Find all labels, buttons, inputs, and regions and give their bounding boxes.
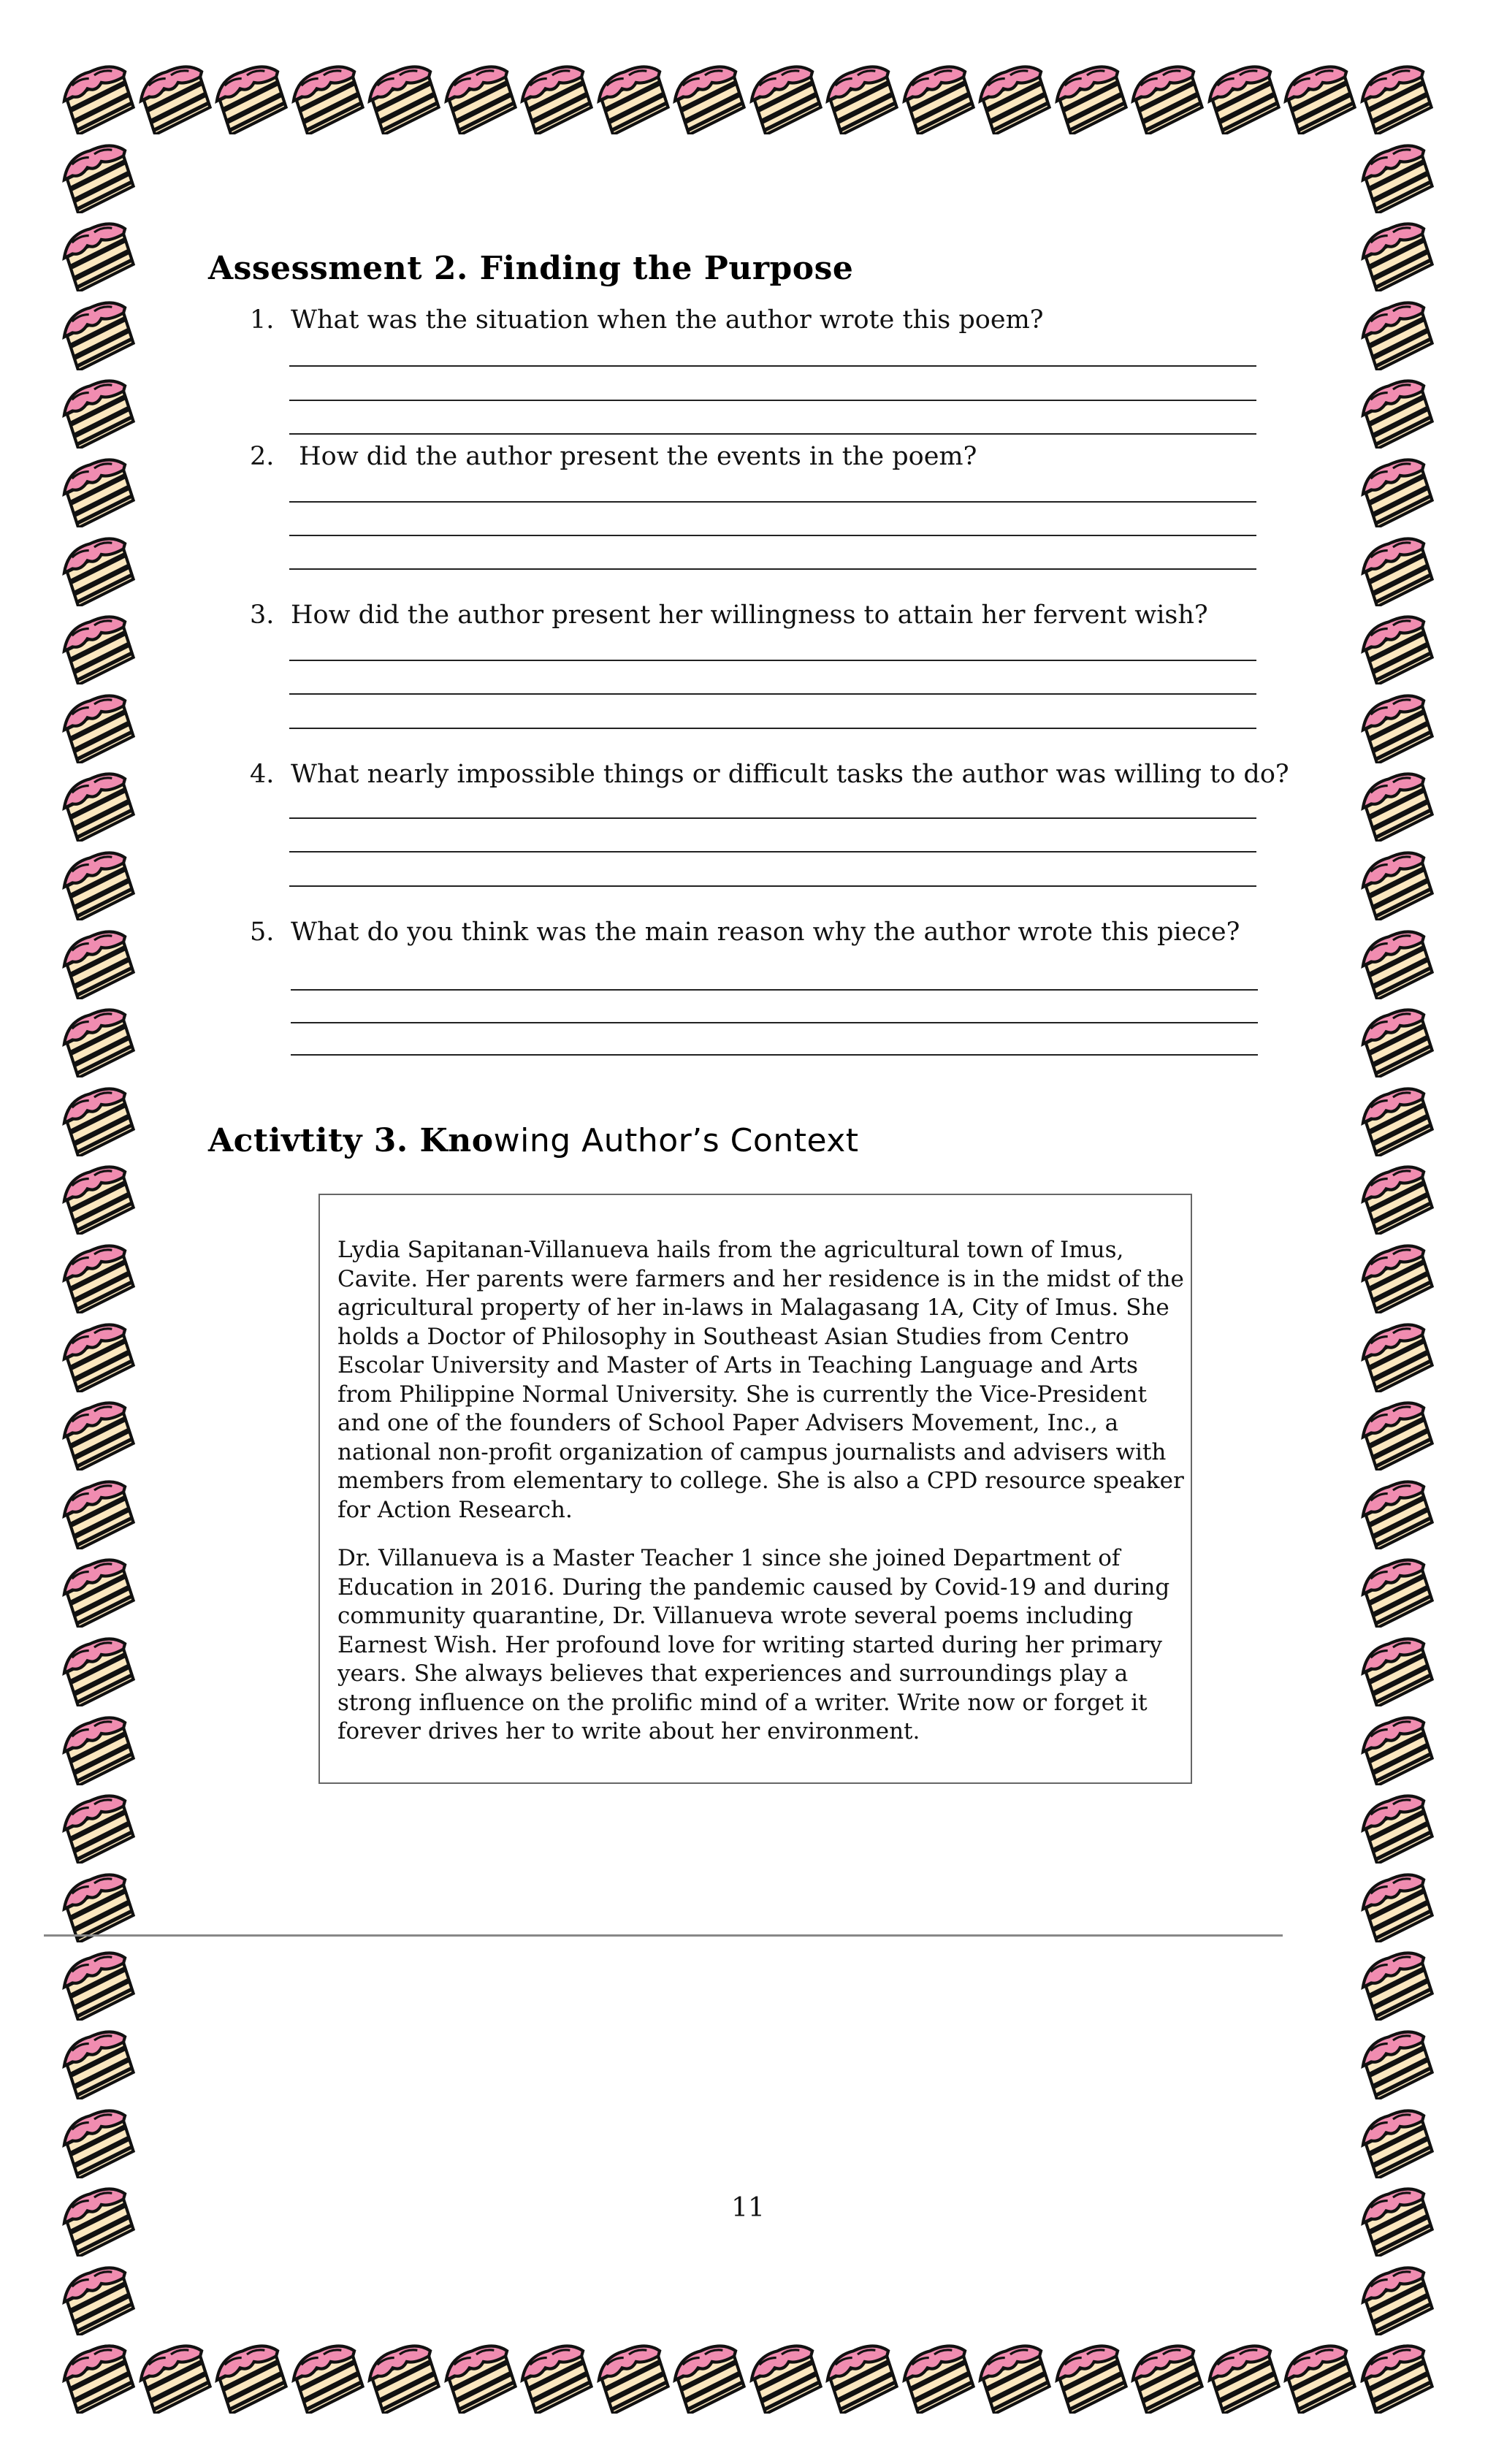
answer-line[interactable] xyxy=(289,693,1256,695)
answer-line[interactable] xyxy=(289,885,1256,887)
cake-slice-icon xyxy=(58,1237,137,1313)
cake-slice-icon xyxy=(58,451,137,527)
cake-slice-icon xyxy=(58,1473,137,1549)
cake-slice-icon xyxy=(58,1002,137,1077)
cake-slice-icon xyxy=(58,1866,137,1942)
cake-slice-icon xyxy=(1357,923,1436,999)
question-5 xyxy=(250,918,1240,947)
cake-slice-icon xyxy=(58,766,137,842)
cake-slice-icon xyxy=(1357,2338,1436,2414)
cake-slice-icon xyxy=(58,687,137,763)
cake-slice-icon xyxy=(1357,687,1436,763)
cake-slice-icon xyxy=(58,215,137,291)
question-3 xyxy=(250,600,1208,630)
cake-slice-icon xyxy=(58,2102,137,2178)
cake-slice-icon xyxy=(58,1080,137,1156)
cake-slice-icon xyxy=(1357,1945,1436,2021)
footer-divider xyxy=(44,1934,1283,1937)
answer-line[interactable] xyxy=(289,400,1256,401)
cake-slice-icon xyxy=(898,58,977,134)
cake-slice-icon xyxy=(1357,1316,1436,1392)
question-text: What do you think was the main reason why the author wrote this piece? xyxy=(291,918,1240,947)
cake-slice-icon xyxy=(1357,451,1436,527)
cake-slice-icon xyxy=(58,609,137,684)
cake-slice-icon xyxy=(58,1395,137,1471)
activity-heading xyxy=(208,1122,859,1159)
cake-slice-icon xyxy=(746,58,825,134)
question-4 xyxy=(250,760,1289,789)
question-text: What nearly impossible things or difficult tasks the author was willing to do? xyxy=(291,760,1289,789)
cake-slice-icon xyxy=(974,58,1053,134)
cake-slice-icon xyxy=(58,1552,137,1628)
cake-slice-icon xyxy=(364,2338,443,2414)
cake-slice-icon xyxy=(1357,1552,1436,1628)
cake-slice-icon xyxy=(1357,1159,1436,1235)
cake-slice-icon xyxy=(1204,58,1283,134)
author-bio-box xyxy=(318,1194,1192,1784)
cake-slice-icon xyxy=(1357,373,1436,449)
answer-line[interactable] xyxy=(289,365,1256,367)
activity-heading-bold: Activtity 3. Kno xyxy=(208,1122,494,1159)
cake-slice-icon xyxy=(898,2338,977,2414)
answer-line[interactable] xyxy=(289,568,1256,570)
cake-slice-icon xyxy=(746,2338,825,2414)
bio-paragraph-1: Lydia Sapitanan-Villanueva hails from the agricultural town of Imus, Cavite. Her parents were farmers and her residence is in the midst of the agricultural property of her in-laws in Malagasang 1A, City of Imus. She holds a Doctor of Philosophy in Southeast Asian Studies from Centro Escolar University and Master of Arts in Teaching Language and Arts from Philippine Normal University. She is currently the Vice-President and one of the founders of School Paper Advisers Movement, Inc., a national non-profit organization of campus journalists and advisers with members from elementary to college. She is also a CPD resource speaker for Action Research. xyxy=(337,1237,1184,1523)
cake-slice-icon xyxy=(1357,766,1436,842)
cake-slice-icon xyxy=(440,2338,519,2414)
bio-paragraph-2: Dr. Villanueva is a Master Teacher 1 since she joined Department of Education in 2016. During the pandemic caused by Covid-19 and during community quarantine, Dr. Villanueva wrote several poems including Earnest Wish. Her profound love for writing started during her primary years. She always believes that experiences and surroundings play a strong influence on the prolific mind of a writer. Write now or forget it forever drives her to write about her environment. xyxy=(337,1545,1170,1744)
cake-slice-icon xyxy=(58,1316,137,1392)
answer-line[interactable] xyxy=(291,1054,1258,1056)
question-1 xyxy=(250,305,1044,335)
cake-slice-icon xyxy=(1357,215,1436,291)
answer-line[interactable] xyxy=(291,1022,1258,1023)
answer-line[interactable] xyxy=(289,501,1256,503)
cake-slice-icon xyxy=(58,923,137,999)
cake-slice-icon xyxy=(58,294,137,370)
cake-slice-icon xyxy=(1356,58,1435,134)
cake-slice-icon xyxy=(669,2338,748,2414)
answer-line[interactable] xyxy=(289,535,1256,536)
cake-slice-icon xyxy=(593,2338,672,2414)
cake-slice-icon xyxy=(440,58,519,134)
question-number: 1. xyxy=(250,305,275,335)
question-number: 4. xyxy=(250,760,275,789)
question-number: 5. xyxy=(250,918,275,947)
cake-slice-icon xyxy=(1357,1788,1436,1864)
cake-slice-icon xyxy=(1127,58,1206,134)
cake-slice-icon xyxy=(58,2338,137,2414)
page-number: 11 xyxy=(731,2193,765,2223)
answer-line[interactable] xyxy=(289,817,1256,819)
cake-slice-icon xyxy=(58,844,137,920)
cake-slice-icon xyxy=(1357,1473,1436,1549)
cake-slice-icon xyxy=(288,58,367,134)
assessment-heading: Assessment 2. Finding the Purpose xyxy=(208,250,854,287)
cake-slice-icon xyxy=(516,58,595,134)
cake-slice-icon xyxy=(58,1788,137,1864)
answer-line[interactable] xyxy=(289,433,1256,435)
cake-slice-icon xyxy=(58,2338,137,2414)
cake-slice-icon xyxy=(1204,2338,1283,2414)
question-2 xyxy=(250,442,977,471)
question-text: How did the author present her willingness to attain her fervent wish? xyxy=(291,600,1208,630)
cake-slice-icon xyxy=(1357,2024,1436,2099)
cake-slice-icon xyxy=(1357,609,1436,684)
cake-slice-icon xyxy=(1051,58,1130,134)
cake-slice-icon xyxy=(58,1945,137,2021)
cake-slice-icon xyxy=(1357,844,1436,920)
cake-slice-icon xyxy=(1357,1866,1436,1942)
cake-slice-icon xyxy=(135,58,214,134)
cake-slice-icon xyxy=(58,58,137,134)
cake-slice-icon xyxy=(1357,294,1436,370)
cake-slice-icon xyxy=(58,2024,137,2099)
cake-slice-icon xyxy=(1357,530,1436,606)
cake-slice-icon xyxy=(135,2338,214,2414)
cake-slice-icon xyxy=(593,58,672,134)
cake-slice-icon xyxy=(58,2259,137,2335)
question-text: What was the situation when the author wrote this poem? xyxy=(291,305,1044,335)
cake-slice-icon xyxy=(822,2338,901,2414)
cake-slice-icon xyxy=(58,137,137,213)
cake-slice-icon xyxy=(1357,1630,1436,1706)
cake-slice-icon xyxy=(288,2338,367,2414)
cake-slice-icon xyxy=(211,58,290,134)
cake-slice-icon xyxy=(1280,58,1359,134)
answer-line[interactable] xyxy=(291,989,1258,991)
cake-slice-icon xyxy=(58,530,137,606)
cake-slice-icon xyxy=(1357,2259,1436,2335)
cake-slice-icon xyxy=(58,373,137,449)
cake-slice-icon xyxy=(1357,2102,1436,2178)
cake-slice-icon xyxy=(822,58,901,134)
cake-slice-icon xyxy=(58,1630,137,1706)
cake-slice-icon xyxy=(669,58,748,134)
cake-slice-icon xyxy=(364,58,443,134)
question-text: How did the author present the events in the poem? xyxy=(291,442,977,471)
cake-slice-icon xyxy=(58,1709,137,1785)
cake-slice-icon xyxy=(1357,137,1436,213)
activity-heading-rest: wing Author’s Context xyxy=(493,1122,859,1159)
cake-slice-icon xyxy=(1357,1709,1436,1785)
cake-slice-icon xyxy=(1051,2338,1130,2414)
question-number: 2. xyxy=(250,442,275,471)
answer-line[interactable] xyxy=(289,728,1256,729)
cake-slice-icon xyxy=(1357,1395,1436,1471)
cake-slice-icon xyxy=(974,2338,1053,2414)
cake-slice-icon xyxy=(516,2338,595,2414)
cake-slice-icon xyxy=(1357,1080,1436,1156)
cake-slice-icon xyxy=(211,2338,290,2414)
cake-slice-icon xyxy=(1356,2338,1435,2414)
answer-line[interactable] xyxy=(289,660,1256,661)
cake-slice-icon xyxy=(1280,2338,1359,2414)
cake-slice-icon xyxy=(1127,2338,1206,2414)
cake-slice-icon xyxy=(1357,1002,1436,1077)
cake-slice-icon xyxy=(1357,1237,1436,1313)
answer-line[interactable] xyxy=(289,851,1256,853)
question-number: 3. xyxy=(250,600,275,630)
cake-slice-icon xyxy=(58,1159,137,1235)
